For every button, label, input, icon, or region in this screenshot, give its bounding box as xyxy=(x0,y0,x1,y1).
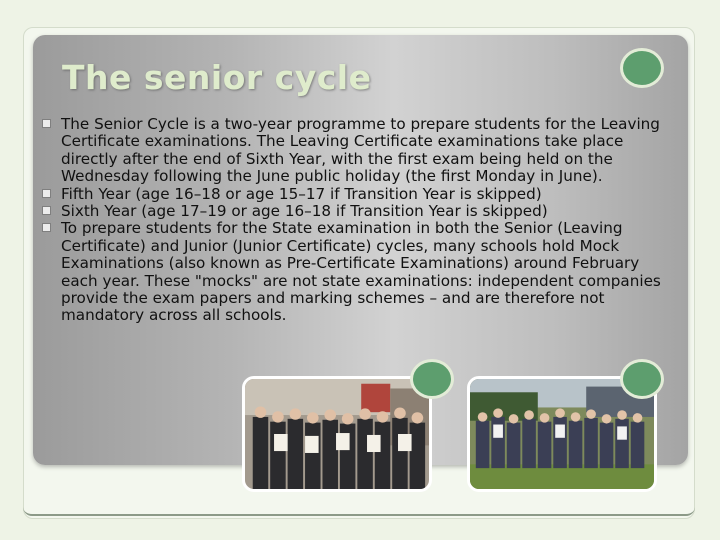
bullet-square-icon xyxy=(42,223,51,232)
bullet-item xyxy=(42,116,670,186)
decorative-green-circle xyxy=(620,359,664,399)
decorative-green-circle xyxy=(410,359,454,399)
bullet-square-icon xyxy=(42,189,51,198)
bullet-text: To prepare students for the State examination in both the Senior (Leaving Certificate) and Junior (Junior Certificate) cycles, many schools hold Mock Examinations (also known as Pre-Certificate Examinations) around February each year. These "mocks" are not state examinations: independent companies provide the exam papers and marking schemes – and are therefore not mandatory across all schools. xyxy=(61,219,661,325)
bullet-text: The Senior Cycle is a two-year programme to prepare students for the Leaving Certificate examinations. The Leaving Certificate examinations take place directly after the end of Sixth Year, with the first exam being held on the Wednesday following the June public holiday (the first Monday in June). xyxy=(61,115,660,186)
slide-title: The senior cycle xyxy=(62,58,372,97)
students-certificates-photo xyxy=(242,376,432,492)
bullet-text: Sixth Year (age 17–19 or age 16–18 if Transition Year is skipped) xyxy=(61,202,548,221)
bullet-text: Fifth Year (age 16–18 or age 15–17 if Transition Year is skipped) xyxy=(61,184,542,203)
bullet-item xyxy=(42,220,670,324)
bullet-square-icon xyxy=(42,206,51,215)
bullet-item xyxy=(42,186,670,203)
bullet-item xyxy=(42,203,670,220)
bullet-square-icon xyxy=(42,119,51,128)
slide-bottom-rule xyxy=(23,507,695,516)
decorative-green-circle xyxy=(620,48,664,88)
bullet-list xyxy=(42,116,670,325)
